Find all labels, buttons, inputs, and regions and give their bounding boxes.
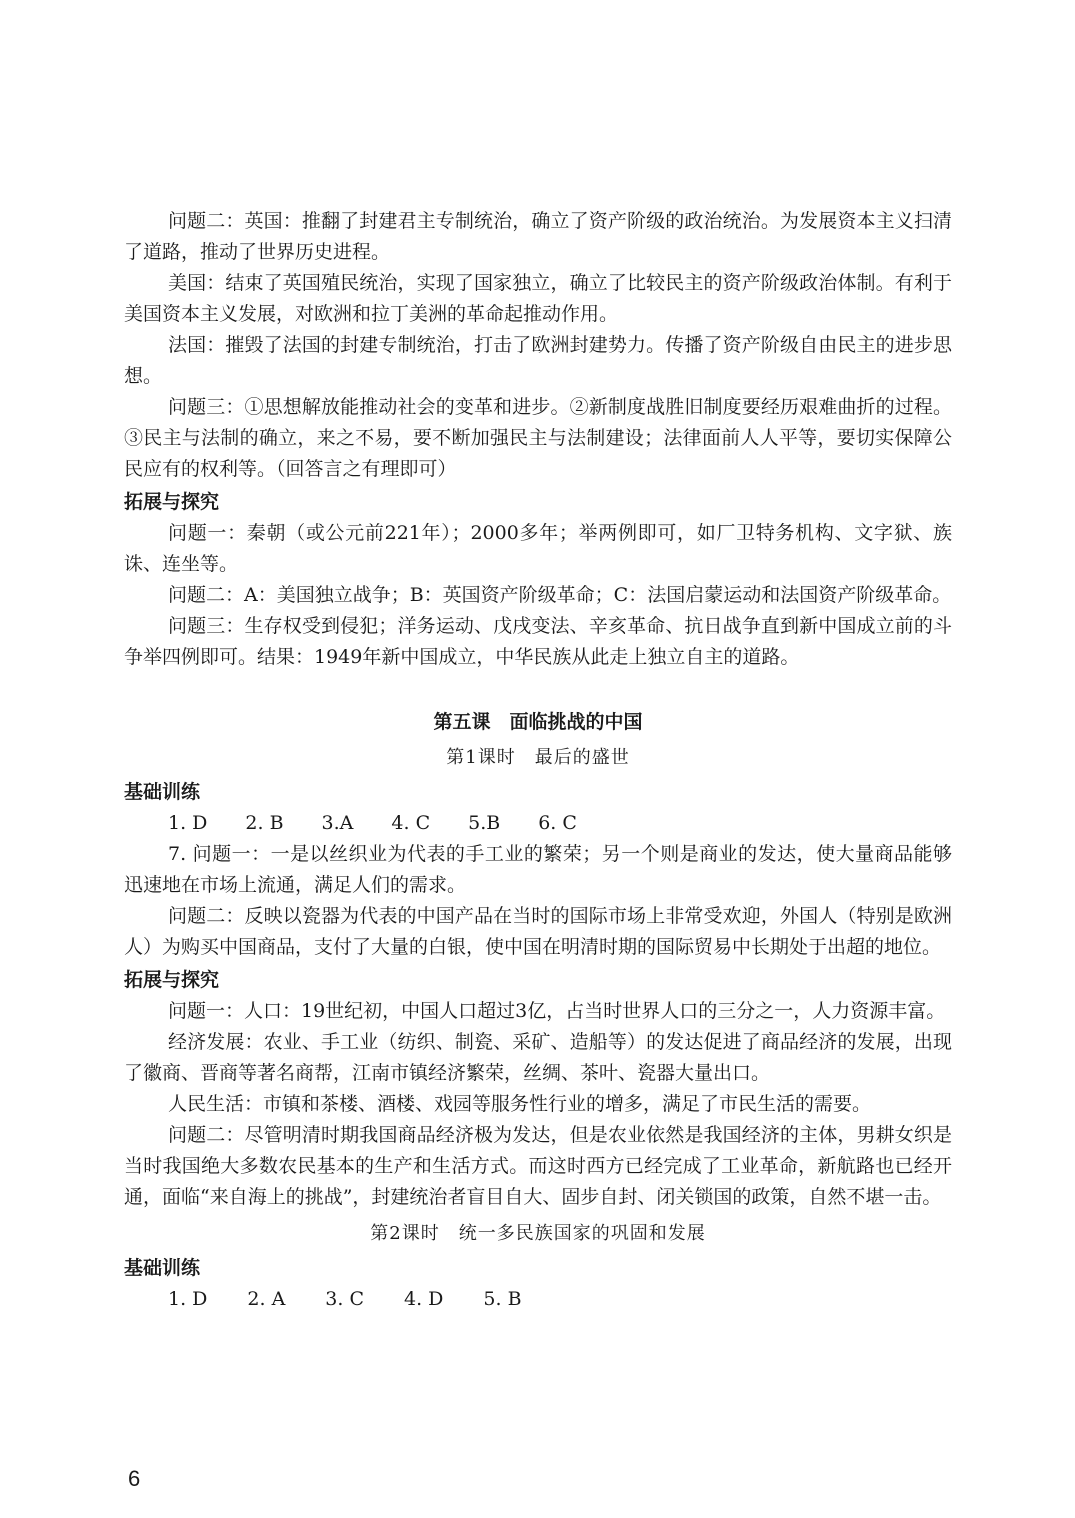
paragraph: 问题三：生存权受到侵犯；洋务运动、戊戌变法、辛亥革命、抗日战争直到新中国成立前的斗争举四例即可。结果：1949年新中国成立，中华民族从此走上独立自主的道路。	[124, 615, 952, 668]
paragraph: 问题一：秦朝（或公元前221年）；2000多年；举两例即可，如厂卫特务机构、文字狱、族诛、连坐等。	[124, 522, 952, 575]
answer-item: 2. A	[247, 1288, 286, 1310]
session-title: 第1课时 最后的盛世	[446, 747, 630, 768]
answer-item: 1. D	[168, 1288, 208, 1310]
paragraph: 经济发展：农业、手工业（纺织、制瓷、采矿、造船等）的发达促进了商品经济的发展，出现了徽商、晋商等著名商帮，江南市镇经济繁荣，丝绸、茶叶、瓷器大量出口。	[124, 1031, 952, 1084]
session-title: 第2课时 统一多民族国家的巩固和发展	[370, 1223, 706, 1244]
page-number: 6	[128, 1466, 141, 1491]
paragraph: 问题一：人口：19世纪初，中国人口超过3亿，占当时世界人口的三分之一，人力资源丰富。	[168, 1000, 946, 1022]
paragraph: 美国：结束了英国殖民统治，实现了国家独立，确立了比较民主的资产阶级政治体制。有利于美国资本主义发展，对欧洲和拉丁美洲的革命起推动作用。	[124, 272, 952, 325]
paragraph: 问题二：尽管明清时期我国商品经济极为发达，但是农业依然是我国经济的主体，男耕女织是当时我国绝大多数农民基本的生产和生活方式。而这时西方已经完成了工业革命，新航路也已经开通，面临“来自海上的挑战”，封建统治者盲目自大、固步自封、闭关锁国的政策，自然不堪一击。	[124, 1124, 952, 1208]
answer-item: 2. B	[245, 812, 284, 834]
paragraph: 问题二：A：美国独立战争；B：英国资产阶级革命；C：法国启蒙运动和法国资产阶级革命。	[168, 584, 952, 606]
answer-item: 1. D	[168, 812, 208, 834]
section-heading-basic: 基础训练	[124, 781, 201, 803]
answer-item: 6. C	[538, 812, 577, 834]
paragraph: 问题二：英国：推翻了封建君主专制统治，确立了资产阶级的政治统治。为发展资本主义扫清了道路，推动了世界历史进程。	[124, 210, 952, 263]
answer-item: 4. C	[391, 812, 431, 834]
answer-item: 4. D	[404, 1288, 444, 1310]
paragraph: 人民生活：市镇和茶楼、酒楼、戏园等服务性行业的增多，满足了市民生活的需要。	[168, 1093, 872, 1115]
paragraph: 7. 问题一：一是以丝织业为代表的手工业的繁荣；另一个则是商业的发达，使大量商品能够迅速地在市场上流通，满足人们的需求。	[124, 843, 952, 896]
section-heading-explore: 拓展与探究	[124, 491, 220, 513]
page-content	[124, 206, 952, 1315]
answer-item: 3.A	[321, 812, 354, 834]
section-heading-explore: 拓展与探究	[124, 969, 220, 991]
answer-item: 5.B	[468, 812, 501, 834]
section-heading-basic: 基础训练	[124, 1257, 201, 1279]
paragraph: 法国：摧毁了法国的封建专制统治，打击了欧洲封建势力。传播了资产阶级自由民主的进步思想。	[124, 334, 952, 387]
answer-item: 5. B	[483, 1288, 522, 1310]
answer-list	[124, 808, 952, 839]
answer-item: 3. C	[325, 1288, 365, 1310]
lesson-title: 第五课 面临挑战的中国	[433, 711, 643, 733]
paragraph: 问题三：①思想解放能推动社会的变革和进步。②新制度战胜旧制度要经历艰难曲折的过程。③民主与法制的确立，来之不易，要不断加强民主与法制建设；法律面前人人平等，要切实保障公民应有的权利等。（回答言之有理即可）	[124, 396, 952, 480]
paragraph: 问题二：反映以瓷器为代表的中国产品在当时的国际市场上非常受欢迎，外国人（特别是欧洲人）为购买中国商品，支付了大量的白银，使中国在明清时期的国际贸易中长期处于出超的地位。	[124, 905, 952, 958]
answer-list	[124, 1284, 952, 1315]
